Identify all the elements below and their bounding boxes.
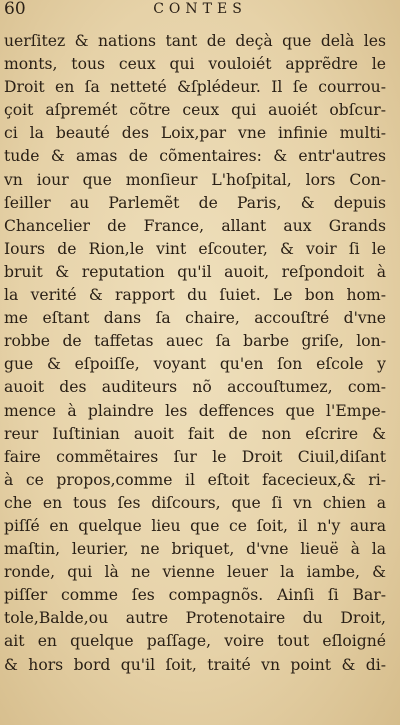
text-line: uerſitez & nations tant de deçà que delà les [4, 32, 386, 50]
text-line: la verité & rapport du ſuiet. Le bon hom- [4, 286, 386, 305]
text-line: piſſé en quelque lieu que ce ſoit, il n'y aura [4, 516, 386, 535]
text-line: piſſer comme ſes compagnõs. Ainſi ſi Bar- [4, 586, 386, 605]
text-line: ſeiller au Parlemẽt de Paris, & depuis [4, 193, 386, 212]
text-line: bruit & reputation qu'il auoit, reſpondoit à [4, 262, 386, 281]
text-line: ronde, qui là ne vienne leuer la iambe, & [4, 563, 386, 582]
text-line: ait en quelque paſſage, voire tout eſloigné [4, 632, 386, 651]
text-line: robbe de taffetas auec ſa barbe griſe, lon- [4, 332, 386, 351]
body-text [4, 30, 386, 677]
text-line: tole,Balde,ou autre Protenotaire du Droit, [4, 609, 386, 628]
text-line: Iours de Rion,le vint eſcouter, & voir ſi le [4, 239, 386, 258]
text-line: à ce propos,comme il eſtoit facecieux,& ri- [4, 470, 386, 489]
text-line: che en tous ſes diſcours, que ſi vn chien a [4, 493, 386, 512]
text-line: vn iour que monſieur L'hoſpital, lors Con- [4, 170, 386, 189]
text-line: me eſtant dans ſa chaire, accouſtré d'vne [4, 309, 386, 328]
text-line: monts, tous ceux qui vouloiét apprẽdre le [4, 55, 386, 74]
text-line: tude & amas de cõmentaires: & entr'autres [4, 147, 386, 166]
text-line: & hors bord qu'il ſoit, traité vn point & di- [4, 655, 386, 674]
text-line: Chancelier de France, allant aux Grands [4, 216, 386, 235]
text-line: reur Iuſtinian auoit fait de non eſcrire & [4, 424, 386, 443]
text-line: gue & eſpoiſſe, voyant qu'en ſon eſcole y [4, 355, 386, 374]
text-line: Droit en ſa netteté &ſplédeur. Il ſe courrou- [4, 78, 386, 97]
running-head: CONTES [153, 1, 247, 17]
text-line: faire commẽtaires ſur le Droit Ciuil,diſant [4, 447, 386, 466]
text-line: ci la beauté des Loix,par vne infinie multi- [4, 124, 386, 143]
text-line: maſtin, leurier, ne briquet, d'vne lieuë à la [4, 540, 386, 559]
page-number: 60 [4, 0, 26, 19]
text-line: auoit des auditeurs nõ accouſtumez, com- [4, 378, 386, 397]
text-line: çoit aſpremét cõtre ceux qui auoiét obſcur- [4, 101, 386, 120]
text-line: mence à plaindre les deffences que l'Empe- [4, 401, 386, 420]
